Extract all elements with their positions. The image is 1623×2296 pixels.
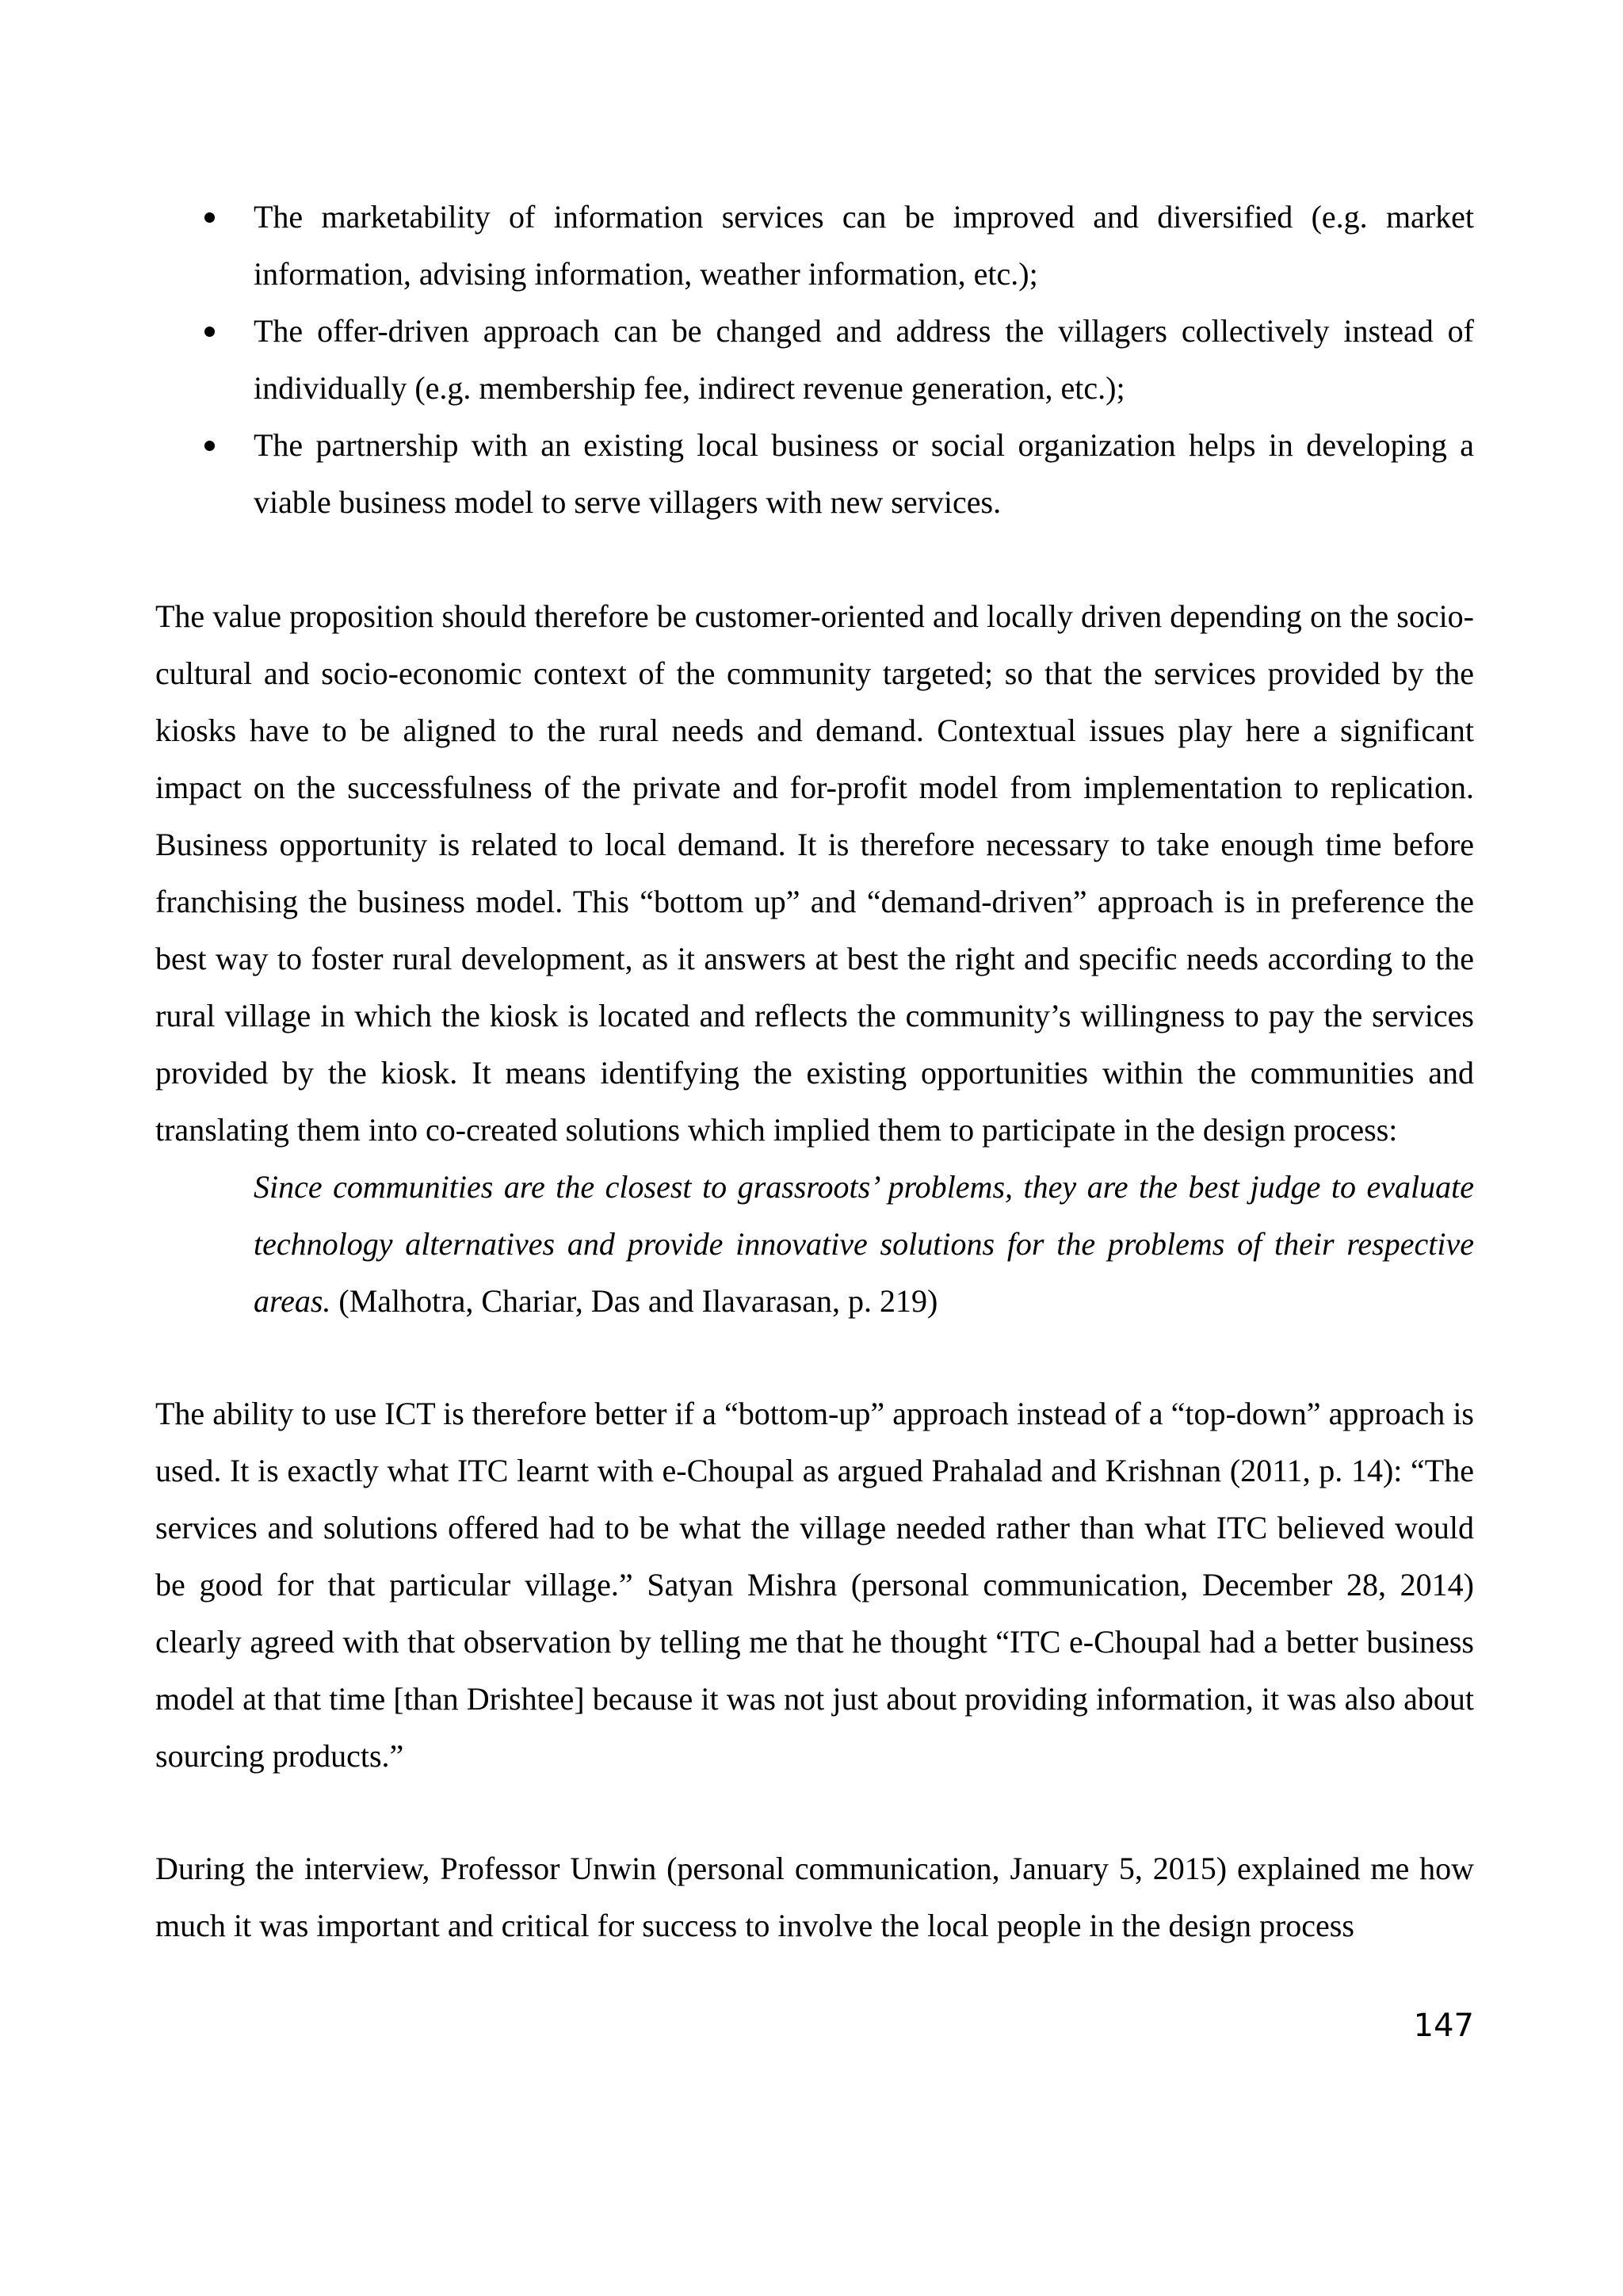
paragraph-spacer	[155, 531, 1474, 588]
list-item	[155, 189, 1474, 303]
block-quote	[155, 1159, 1474, 1330]
quote-citation: (Malhotra, Chariar, Das and Ilavarasan, p. 219)	[330, 1283, 938, 1319]
list-item	[155, 417, 1474, 531]
paragraph-spacer	[155, 1785, 1474, 1840]
page-content	[155, 189, 1474, 1954]
list-item	[155, 303, 1474, 417]
bullet-dot-icon	[204, 212, 215, 223]
body-paragraph-ict-ability: The ability to use ICT is therefore better if a “bottom-up” approach instead of a “top-down” approach is used. It is exactly what ITC learnt with e-Choupal as argued Prahalad and Krishnan (2011, p. 14): “The services and solutions offered had to be what the village needed rather than what ITC believed would be good for that particular village.” Satyan Mishra (personal communication, December 28, 2014) clearly agreed with that observation by telling me that he thought “ITC e-Choupal had a better business model at that time [than Drishtee] because it was not just about providing information, it was also about sourcing products.”	[155, 1396, 1474, 1774]
bullet-text: The offer-driven approach can be changed and address the villagers collectively instead of individually (e.g. membership fee, indirect revenue generation, etc.);	[254, 313, 1474, 406]
page-number: 147	[1413, 2008, 1474, 2044]
bullet-list	[155, 189, 1474, 531]
paragraph-spacer	[155, 1330, 1474, 1385]
bullet-dot-icon	[204, 327, 215, 337]
quote-text: Since communities are the closest to grassroots’ problems, they are the best judge to evaluate technology alternatives and provide innovative solutions for the problems of their respective areas.	[254, 1169, 1474, 1319]
bullet-text: The marketability of information services can be improved and diversified (e.g. market information, advising information, weather information, etc.);	[254, 199, 1474, 292]
body-paragraph-interview: During the interview, Professor Unwin (personal communication, January 5, 2015) explained me how much it was important and critical for success to involve the local people in the design process	[155, 1851, 1474, 1943]
bullet-dot-icon	[204, 441, 215, 451]
body-paragraph-value-proposition: The value proposition should therefore be customer-oriented and locally driven depending on the socio-cultural and socio-economic context of the community targeted; so that the services provided by the kiosks have to be aligned to the rural needs and demand. Contextual issues play here a significant impact on the successfulness of the private and for-profit model from implementation to replication. Business opportunity is related to local demand. It is therefore necessary to take enough time before franchising the business model. This “bottom up” and “demand-driven” approach is in preference the best way to foster rural development, as it answers at best the right and specific needs according to the rural village in which the kiosk is located and reflects the community’s willingness to pay the services provided by the kiosk. It means identifying the existing opportunities within the communities and translating them into co-created solutions which implied them to participate in the design process:	[155, 598, 1474, 1148]
bullet-text: The partnership with an existing local business or social organization helps in developing a viable business model to serve villagers with new services.	[254, 427, 1474, 520]
